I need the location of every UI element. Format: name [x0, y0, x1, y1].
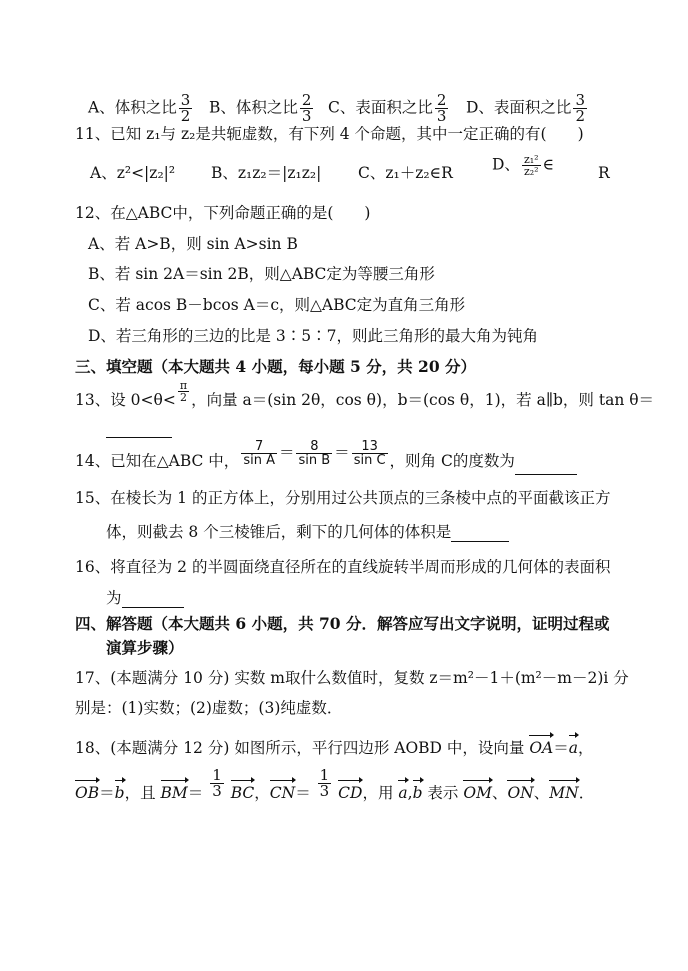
q17-line-2: 别是：(1)实数；(2)虚数；(3)纯虚数．: [75, 699, 343, 717]
section-4-heading-line-1: 四、解答题（本大题共 6 小题，共 70 分．解答应写出文字说明，证明过程或: [75, 614, 610, 633]
answer-blank[interactable]: [122, 591, 184, 608]
q11-option-a: A、z²<|z₂|²: [90, 164, 176, 182]
q18-line-1: 18、(本题满分 12 分) 如图所示，平行四边形 AOBD 中，设向量 OA＝a，: [75, 739, 594, 757]
q11-option-c: C、z₁＋z₂∈R: [358, 164, 453, 182]
q17-line-1: 17、(本题满分 10 分) 实数 m取什么数值时，复数 z＝m²－1＋(m²－m－2)i 分: [75, 669, 629, 687]
fraction: $\frac{7}{\text{sin A}}$: [243, 439, 275, 468]
q16-line-2: 为: [106, 588, 184, 608]
fraction: $\frac{3}{2}$: [180, 91, 191, 125]
vector-mn: MN: [549, 783, 579, 802]
vector-oa: OA: [529, 739, 554, 757]
answer-blank[interactable]: [106, 421, 172, 438]
q13-answer-blank: [106, 418, 172, 438]
q11-options-row: [0, 154, 688, 190]
fraction: $\frac{3}{2}$: [575, 91, 585, 125]
vector-on: ON: [507, 783, 534, 802]
q12-option-b: B、若 sin 2A＝sin 2B，则△ABC定为等腰三角形: [88, 265, 435, 283]
fraction: $\frac{13}{\text{sin C}}$: [353, 439, 386, 468]
q10-options-row: [0, 87, 688, 125]
q11-option-d-r: R: [598, 164, 610, 182]
vector-a: a: [398, 783, 408, 802]
q13-line: 13、设 0<θ< $\frac{\pi}{2}$ ，向量 a＝(sin 2θ，cos θ)，b＝(cos θ，1)，若 a∥b，则 tan θ＝: [75, 379, 655, 409]
q12-option-d: D、若三角形的三边的比是 3∶5∶7，则此三角形的最大角为钝角: [88, 327, 538, 345]
q11-stem: 11、已知 z₁与 z₂是共轭虚数，有下列 4 个命题，其中一定正确的有( ): [75, 125, 584, 143]
q12-stem: 12、在△ABC中，下列命题正确的是( ): [75, 204, 371, 222]
vector-b: b: [114, 783, 125, 802]
vector-om: OM: [463, 783, 492, 802]
fraction: $\frac{\pi}{2}$: [179, 379, 188, 404]
q18-line-2: OB＝b，且 BM＝ $\frac{1}{3}$ BC，CN＝ $\frac{1}{3}$ CD，用 a,b 表示 OM、ON、MN．: [75, 766, 595, 802]
q10-option-b: B、体积之比 $\frac{2}{3}$: [209, 91, 312, 125]
vector-bc: BC: [230, 783, 255, 802]
vector-b: b: [412, 783, 423, 802]
answer-blank[interactable]: [515, 458, 577, 475]
fraction: $\frac{\text{z₁²}}{\text{z₂²}}$: [523, 153, 539, 178]
fraction: $\frac{1}{3}$: [212, 766, 222, 800]
q10-option-d: D、表面积之比 $\frac{3}{2}$: [466, 91, 585, 125]
section-3-heading: 三、填空题（本大题共 4 小题，每小题 5 分，共 20 分）: [75, 357, 477, 376]
q11-option-d: D、 $\frac{\text{z₁²}}{\text{z₂²}}$ ∈: [492, 153, 555, 178]
q14-line: 14、已知在△ABC 中， $\frac{7}{\text{sin A}}$ ＝ $\frac{8}{\text{sin B}}$ ＝ $\frac{13}{\text{sin C}}$ ，则角 C的度数为: [75, 440, 577, 478]
vector-a: a: [568, 739, 578, 757]
q10-option-c: C、表面积之比 $\frac{2}{3}$: [328, 91, 447, 125]
q10-option-a: A、体积之比 $\frac{3}{2}$: [88, 91, 191, 125]
vector-cn: CN: [269, 783, 296, 802]
q15-line-1: 15、在棱长为 1 的正方体上，分别用过公共顶点的三条棱中点的平面截该正方: [75, 489, 611, 507]
vector-ob: OB: [75, 783, 100, 802]
section-4-heading-line-2: 演算步骤）: [106, 638, 184, 657]
fraction: $\frac{2}{3}$: [436, 91, 447, 125]
q12-option-c: C、若 acos B－bcos A＝c，则△ABC定为直角三角形: [88, 296, 466, 314]
vector-cd: CD: [338, 783, 363, 802]
q16-line-1: 16、将直径为 2 的半圆面绕直径所在的直线旋转半周而形成的几何体的表面积: [75, 558, 611, 576]
fraction: $\frac{2}{3}$: [301, 91, 312, 125]
fraction: $\frac{1}{3}$: [319, 766, 330, 800]
answer-blank[interactable]: [451, 525, 509, 542]
vector-bm: BM: [160, 783, 188, 802]
q15-line-2: 体，则截去 8 个三棱锥后，剩下的几何体的体积是: [106, 522, 509, 542]
fraction: $\frac{8}{\text{sin B}}$: [298, 439, 331, 468]
q12-option-a: A、若 A>B，则 sin A>sin B: [88, 235, 298, 253]
q11-option-b: B、z₁z₂＝|z₁z₂|: [211, 164, 322, 182]
